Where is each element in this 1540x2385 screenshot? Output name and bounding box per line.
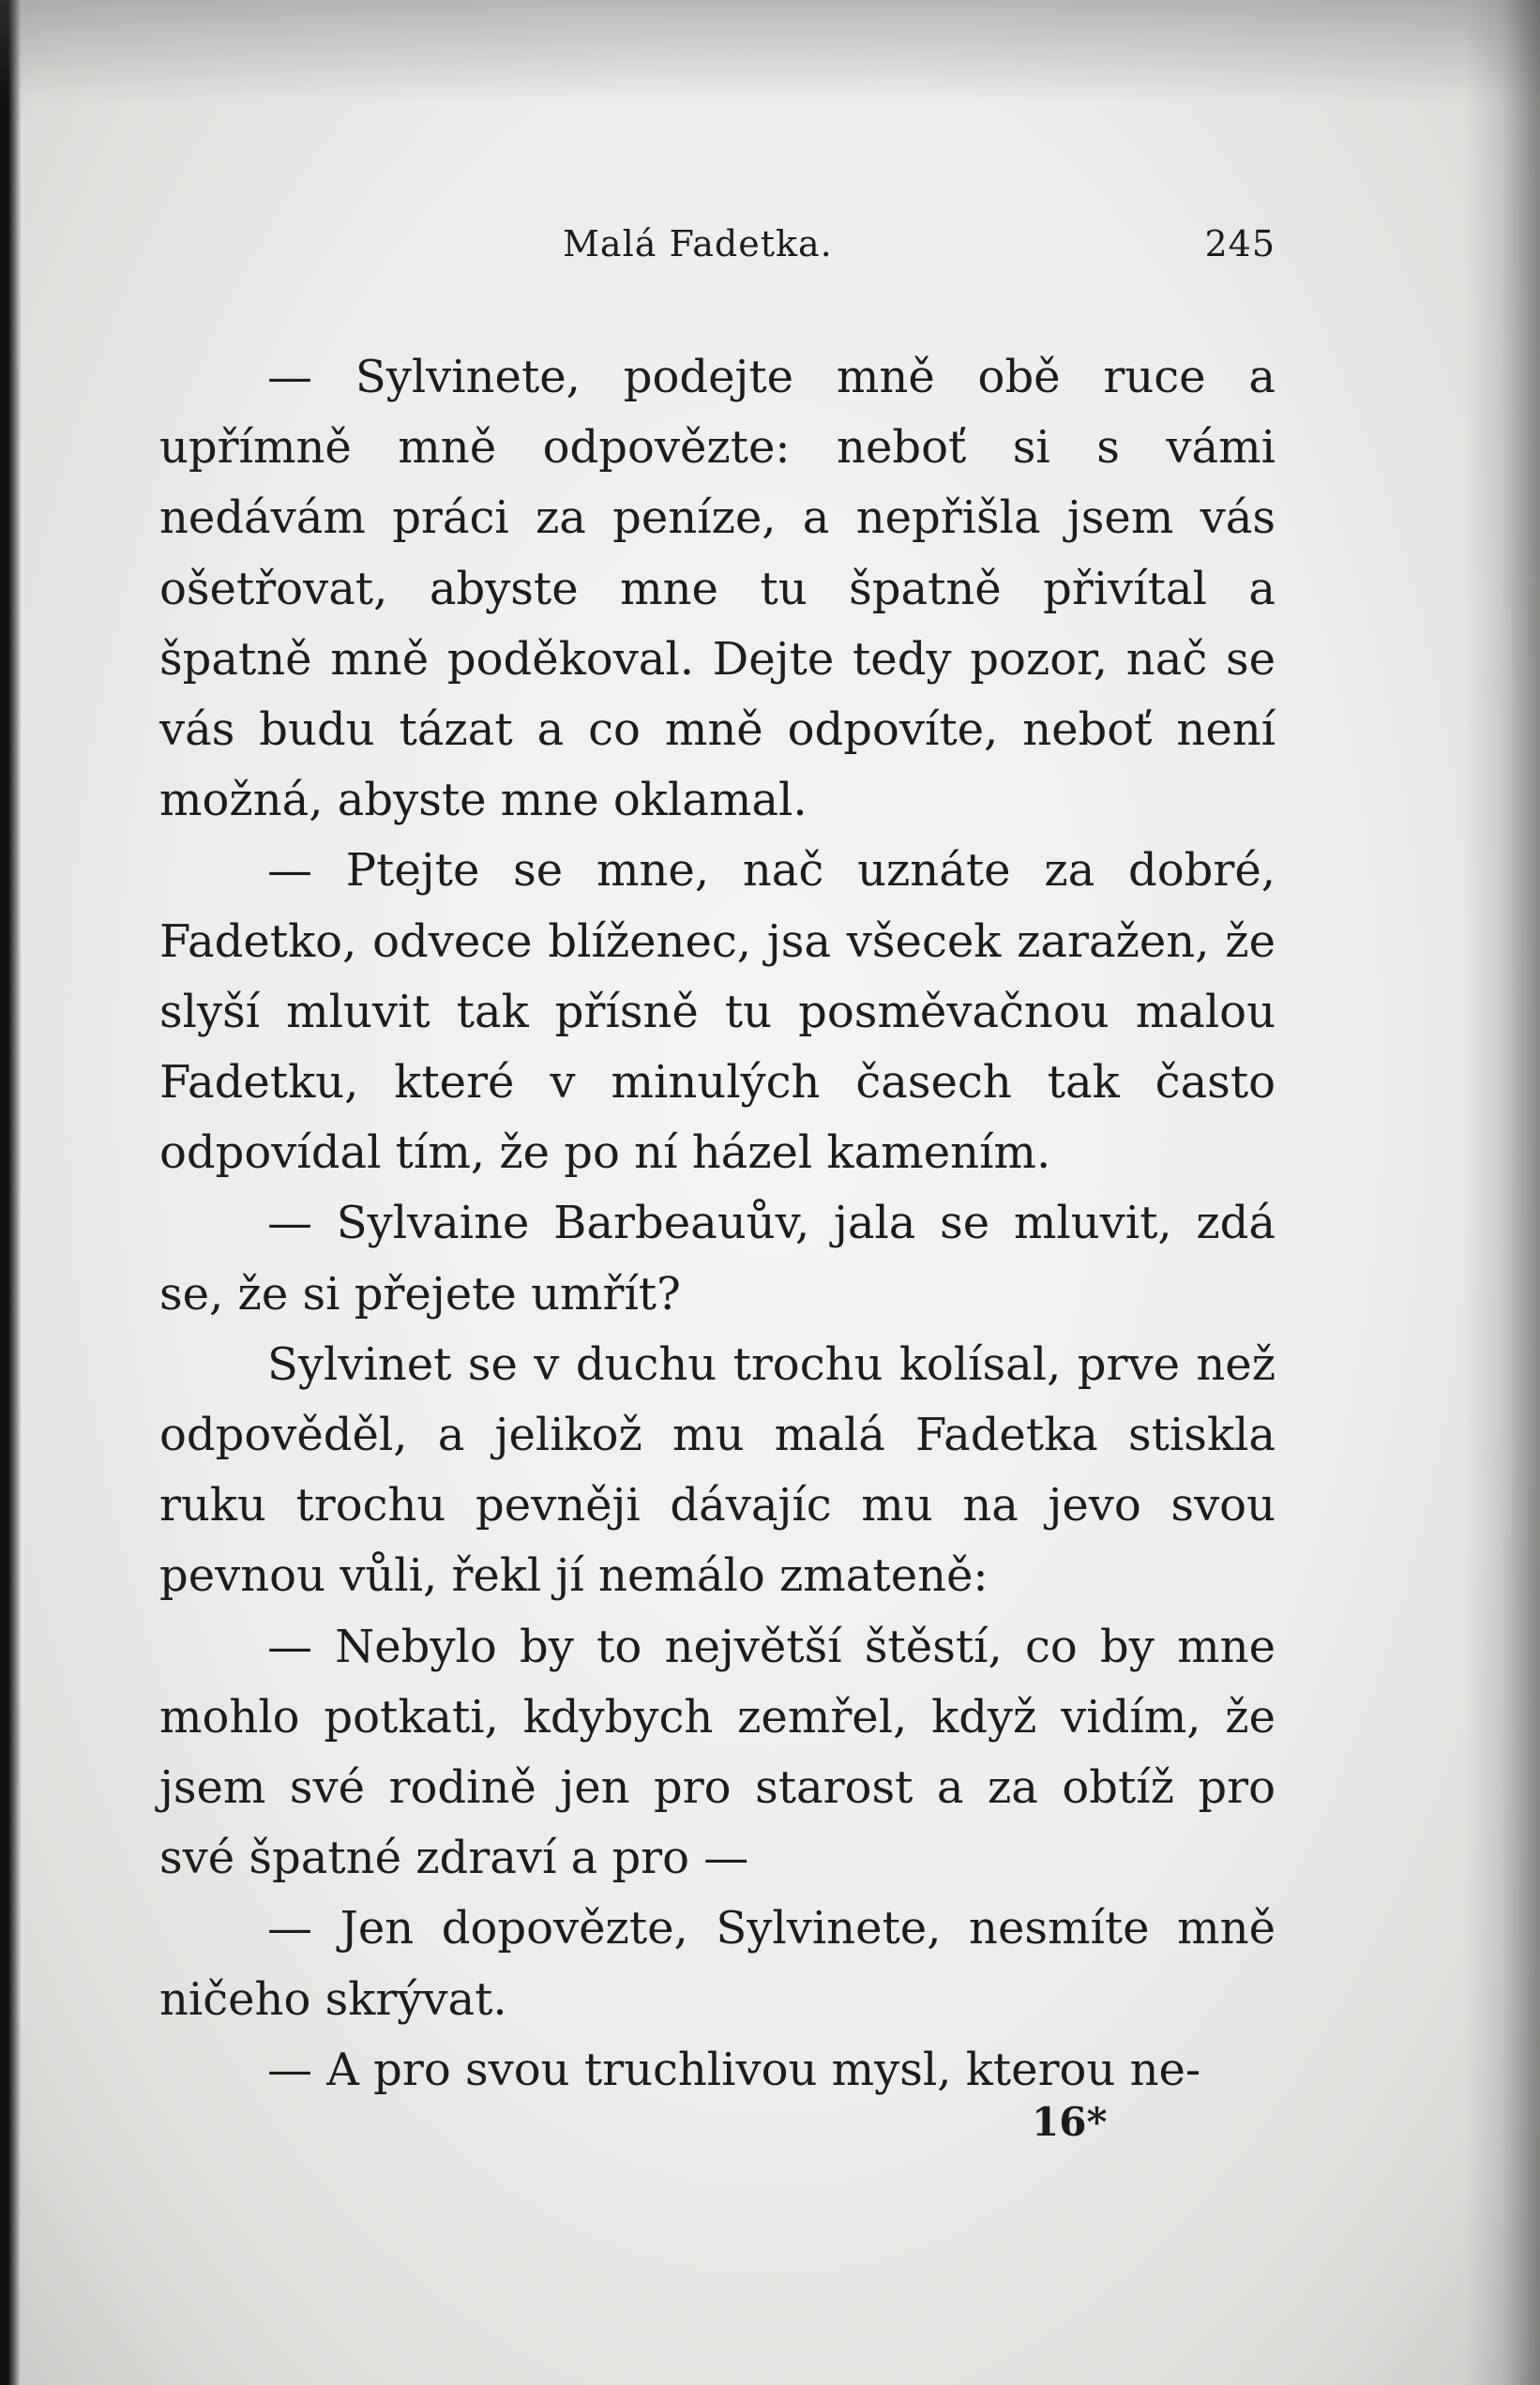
paragraph: — A pro svou truchlivou mysl, kterou ne- — [267, 2043, 1201, 2096]
binding-edge-shadow — [0, 0, 21, 2385]
signature-mark: 16* — [1032, 2099, 1108, 2145]
paragraph: — Sylvaine Barbeauův, jala se mluvit, zdá se, že si přejete umřít? — [159, 1197, 1276, 1321]
running-title: Malá Fadetka. — [563, 223, 833, 264]
top-edge-shadow — [0, 0, 1540, 103]
page-number: 245 — [1204, 223, 1276, 264]
paragraph: — Sylvinete, podejte mně obě ruce a upřímně mně odpovězte: neboť si s vámi nedávám práci za peníze, a nepřišla jsem vás ošetřovat, abyste mne tu špatně přivítal a špatně mně poděkoval. Dejte tedy pozor, nač se vás budu tázat a co mně odpovíte, neboť není možná, abyste mne oklamal. — [159, 351, 1276, 827]
paragraph: Sylvinet se v duchu trochu kolísal, prve než odpověděl, a jelikož mu malá Fadetka stiskla ruku trochu pevněji dávajíc mu na jevo svou pevnou vůli, řekl jí nemálo zmateně: — [159, 1337, 1276, 1603]
paragraph: — Ptejte se mne, nač uznáte za dobré, Fadetko, odvece blíženec, jsa všecek zaražen, že slyší mluvit tak přísně tu posměvačnou malou Fadetku, které v minulých časech tak často odpovídal tím, že po ní házel kamením. — [159, 844, 1276, 1180]
paragraph: — Jen dopovězte, Sylvinete, nesmíte mně ničeho skrývat. — [159, 1902, 1276, 2026]
paragraph: — Nebylo by to největší štěstí, co by mne mohlo potkati, kdybych zemřel, když vidím, že jsem své rodině jen pro starost a za obtíž pro své špatné zdraví a pro — — [159, 1620, 1276, 1885]
text-body — [159, 342, 1276, 2106]
right-edge-shadow — [1465, 0, 1540, 2385]
page-header — [159, 223, 1276, 279]
